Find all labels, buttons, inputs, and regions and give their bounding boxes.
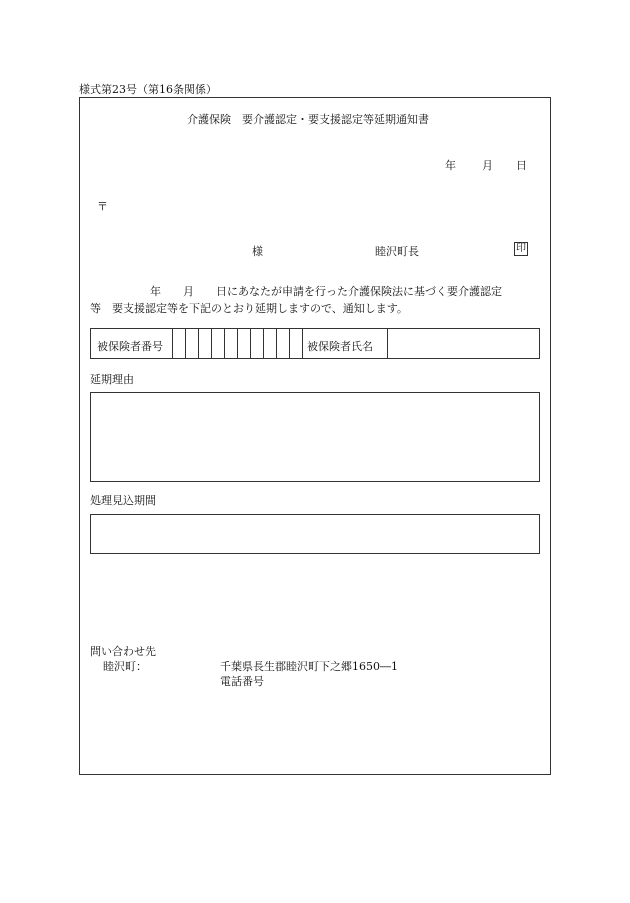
insured-info-table xyxy=(90,328,540,359)
date-day: 日 xyxy=(516,159,527,172)
expected-period-label: 処理見込期間 xyxy=(90,494,156,507)
insured-number-label: 被保険者番号 xyxy=(97,340,163,353)
date-month: 月 xyxy=(482,159,493,172)
digit-divider xyxy=(289,329,290,358)
postponement-reason-box xyxy=(90,392,540,482)
digit-divider xyxy=(250,329,251,358)
postal-mark: 〒 xyxy=(97,200,108,213)
notice-body xyxy=(90,283,546,317)
postponement-reason-label: 延期理由 xyxy=(90,373,134,386)
contact-org: 睦沢町： xyxy=(103,660,147,673)
digit-divider xyxy=(263,329,264,358)
digit-divider xyxy=(276,329,277,358)
contact-heading: 問い合わせ先 xyxy=(90,645,156,658)
expected-period-box xyxy=(90,514,540,554)
insured-name-label: 被保険者氏名 xyxy=(307,340,373,353)
date-year: 年 xyxy=(445,159,456,172)
table-divider xyxy=(172,329,173,358)
notice-body-line1: 年 月 日にあなたが申請を行った介護保険法に基づく要介護認定 xyxy=(150,285,502,298)
issuer-name: 睦沢町長 xyxy=(375,245,419,258)
contact-address: 千葉県長生郡睦沢町下之郷1650―1 xyxy=(220,660,398,673)
table-divider xyxy=(302,329,303,358)
table-divider xyxy=(387,329,388,358)
form-number: 様式第23号（第16条関係） xyxy=(79,83,217,96)
recipient-suffix: 様 xyxy=(252,245,263,258)
digit-divider xyxy=(224,329,225,358)
notice-body-line2: 等 要支援認定等を下記のとおり延期しますので、通知します。 xyxy=(90,302,408,315)
digit-divider xyxy=(185,329,186,358)
digit-divider xyxy=(237,329,238,358)
contact-phone-label: 電話番号 xyxy=(220,675,264,688)
seal-mark: 印 xyxy=(516,243,526,254)
digit-divider xyxy=(198,329,199,358)
digit-divider xyxy=(211,329,212,358)
document-title: 介護保険 要介護認定・要支援認定等延期通知書 xyxy=(187,113,429,126)
